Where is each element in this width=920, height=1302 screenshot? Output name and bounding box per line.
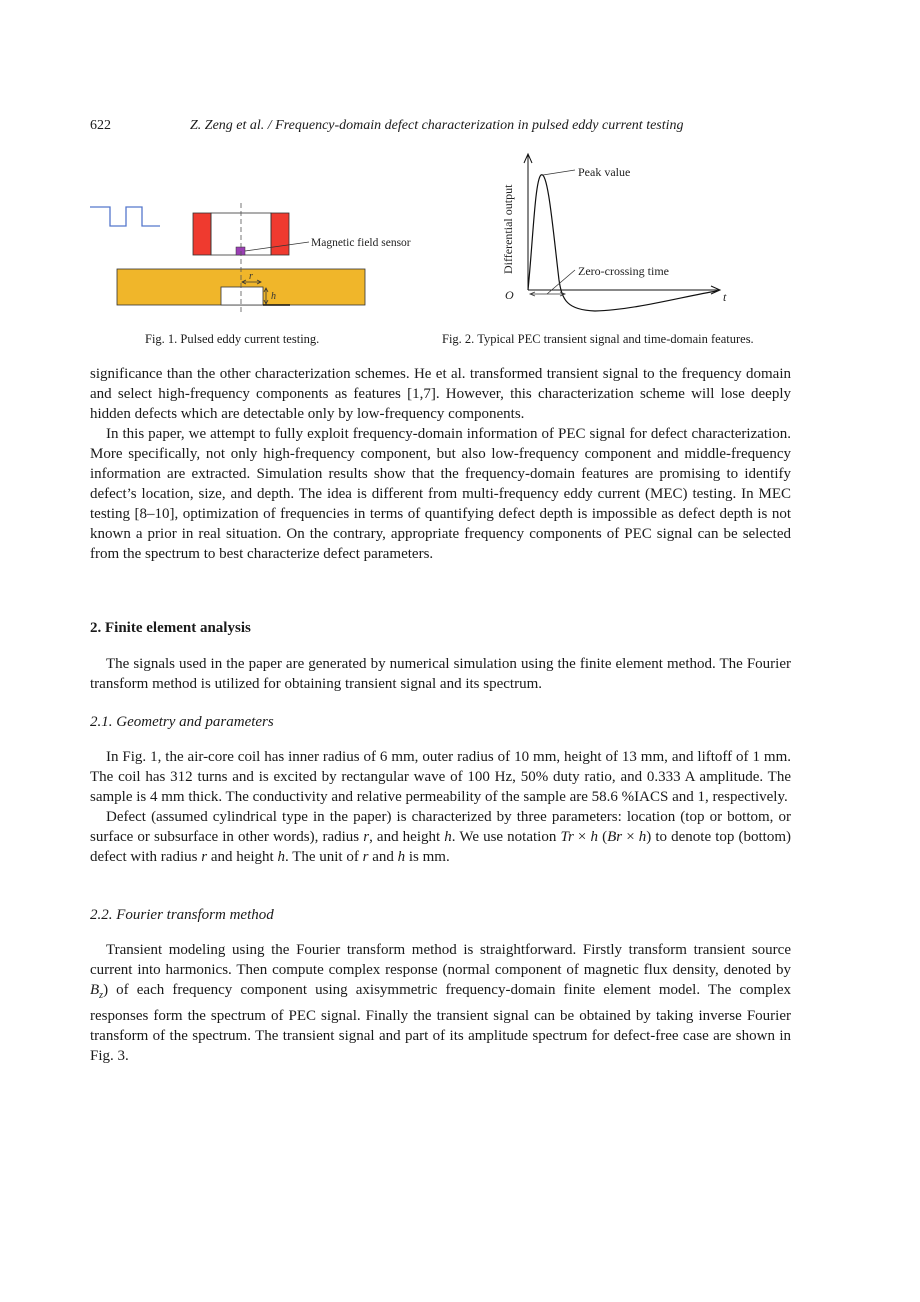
y-axis-label: Differential output: [501, 184, 515, 274]
section-2-title: 2. Finite element analysis: [90, 620, 251, 636]
figure-1-diagram: [85, 195, 430, 320]
subsection-2-1-title: 2.1. Geometry and parameters: [90, 714, 274, 730]
h-label: h: [271, 291, 276, 302]
zero-crossing-label: Zero-crossing time: [578, 264, 669, 278]
paragraph-6-block: [90, 940, 791, 1066]
r-label: r: [249, 271, 253, 282]
paragraph-2: In this paper, we attempt to fully exploit frequency-domain information of PEC signal for defect characterization. More specifically, not only high-frequency component, but also low-frequency component and middle-frequency information are extracted. Simulation results show that the frequency-domain features are promising to identify defect’s location, size, and depth. The idea is different from multi-frequency eddy current (MEC) testing. In MEC testing [8–10], optimization of frequencies in terms of quantifying defect depth is impossible as defect depth is not known a prior in real situation. On the contrary, appropriate frequency components of PEC signal can be selected from the spectrum to best characterize defect parameters.: [90, 426, 791, 562]
paragraph-3: The signals used in the paper are generated by numerical simulation using the finite element method. The Fourier transform method is utilized for obtaining transient signal and its spectrum.: [90, 656, 791, 692]
magnetic-field-sensor: [236, 247, 245, 255]
paragraph-4: In Fig. 1, the air-core coil has inner radius of 6 mm, outer radius of 10 mm, height of 13 mm, and liftoff of 1 mm. The coil has 312 turns and is excited by rectangular wave of 100 Hz, 50% duty ratio, and 0.333 A amplitude. The sample is 4 mm thick. The conductivity and relative permeability of the sample are 58.6 %IACS and 1, respectively.: [90, 749, 791, 805]
body-text-top: [90, 364, 791, 564]
x-axis-label: t: [723, 290, 727, 304]
figure-1-caption: Fig. 1. Pulsed eddy current testing.: [145, 332, 320, 346]
subsection-2-2-title: 2.2. Fourier transform method: [90, 907, 274, 923]
transient-signal-curve: [528, 175, 717, 311]
paragraph-5: Defect (assumed cylindrical type in the paper) is characterized by three parameters: location (top or bottom, or surface or subsurface in other words), radius r, and height h. We use notation Tr × h (Br × h) to denote top (bottom) defect with radius r and height h. The unit of r and h is mm.: [90, 809, 791, 865]
paragraph-3-block: [90, 654, 791, 694]
sensor-label: Magnetic field sensor: [311, 237, 411, 249]
peak-value-label: Peak value: [578, 165, 631, 179]
page-number: 622: [90, 118, 111, 133]
origin-label: O: [505, 288, 514, 302]
figure-2-plot: [495, 150, 740, 320]
paragraph-1: significance than the other characterization schemes. He et al. transformed transient signal to the frequency domain and select high-frequency components as features [1,7]. However, this characterization scheme will lose deeply hidden defects which are detectable only by low-frequency components.: [90, 366, 791, 422]
paragraph-6: Transient modeling using the Fourier transform method is straightforward. Firstly transform transient source current into harmonics. Then compute complex response (normal component of magnetic flux density, denoted by $B_z$) of each frequency component using axisymmetric frequency-domain finite element model. The complex responses form the spectrum of PEC signal. Finally the transient signal can be obtained by taking inverse Fourier transform of the spectrum. The transient signal and part of its amplitude spectrum for defect-free case are shown in Fig. 3.: [90, 942, 791, 1064]
paragraph-4-5-block: [90, 747, 791, 867]
running-title: Z. Zeng et al. / Frequency-domain defect characterization in pulsed eddy current testing: [190, 118, 684, 133]
coil-left: [193, 213, 211, 255]
pulse-waveform: [90, 207, 160, 226]
coil-right: [271, 213, 289, 255]
figure-2-caption: Fig. 2. Typical PEC transient signal and time-domain features.: [442, 332, 754, 346]
defect: [221, 287, 263, 305]
